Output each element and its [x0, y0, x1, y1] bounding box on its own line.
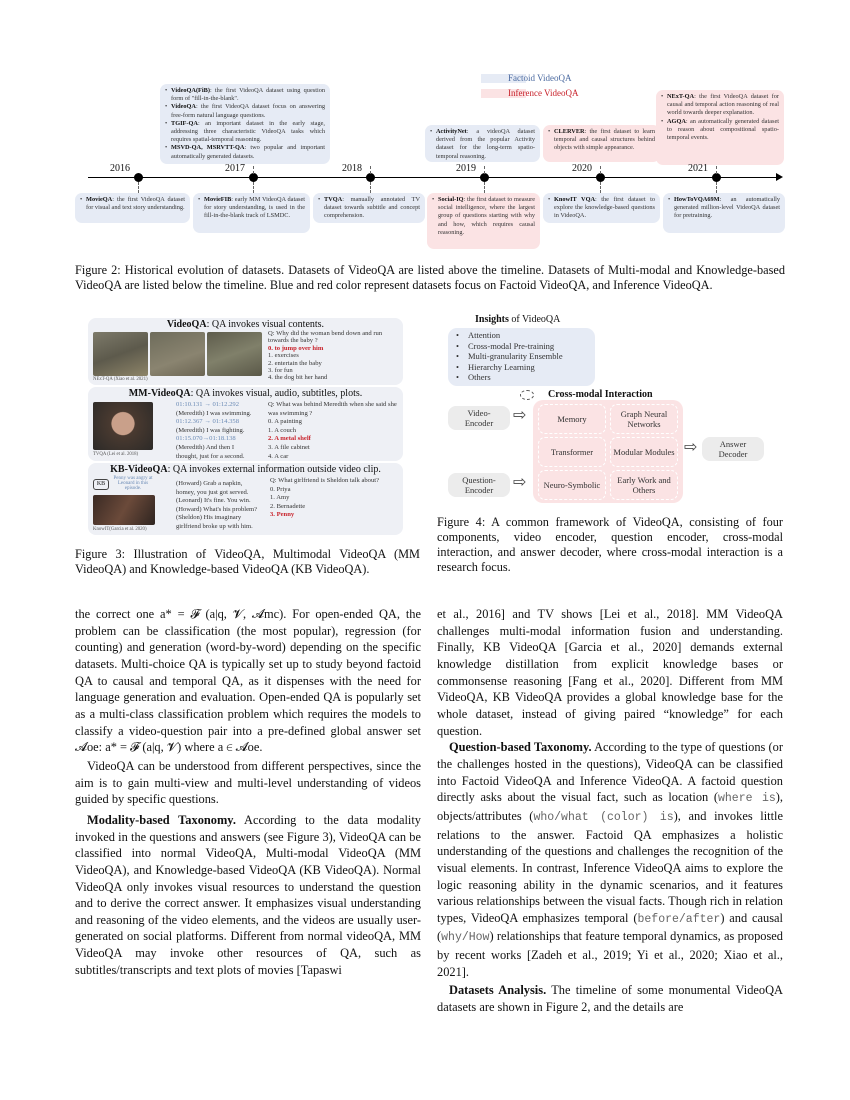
arrow-right-icon: ⇨	[684, 439, 698, 456]
interaction-method: Graph Neural Networks	[610, 404, 678, 434]
videoqa-panel	[88, 318, 403, 385]
timeline-dot	[366, 173, 375, 182]
datasets-2017-box	[160, 84, 330, 164]
dataset-item	[165, 120, 325, 145]
answer-option: 4. A car	[268, 452, 289, 460]
timeline-dot	[480, 173, 489, 182]
year-label: 2017	[225, 163, 245, 174]
dataset-name: VideoQA(FiB)	[171, 87, 210, 94]
kb-videoqa-panel	[88, 463, 403, 535]
dashed-connector	[253, 166, 254, 174]
source-label: KnowIT(Garcia et al. 2020)	[93, 527, 147, 532]
videoqa-qa	[268, 330, 400, 382]
dashed-connector	[138, 182, 139, 193]
dashed-connector	[484, 166, 485, 174]
video-frame-2	[150, 332, 205, 376]
subtitle-line: (Sheldon) His imaginary	[176, 514, 242, 522]
dataset-name: VideoQA	[171, 103, 196, 111]
answer-option: 2. entertain the baby	[268, 359, 322, 367]
insights-title: Insights of VideoQA	[475, 314, 561, 325]
videoqa-panel-title: VideoQA: QA invokes visual contents.	[166, 319, 325, 330]
dataset-item	[661, 93, 779, 118]
subtitle-line: thought, just for a second.	[176, 452, 245, 460]
insight-item: • Others	[456, 372, 491, 383]
paragraph: VideoQA can be understood from different perspectives, since the aim is to gain multi-view and multi-level understanding of videos guided by specific questions.	[75, 758, 421, 807]
paragraph: Datasets Analysis. The timeline of some monumental VideoQA datasets are shown in Figure 2, and the details are	[437, 983, 783, 1015]
paragraph: the correct one a* = 𝓕 (a|q, 𝓥, 𝓐mc). For open-ended QA, the problem can be classification (the most popular), regression (for counting) and generation (word-by-word) depending on the specific datasets. Multi-choice QA is typically set up to study beyond factoid QA to causal and temporal QA, as it dispenses with the need for language generation and evaluation. Open-ended QA is popularly set as a multi-class classification problem which requires the models to classify a video-question pair into a pre-defined global answer set 𝓐oe: a* = 𝓕 (a|q, 𝓥) where a ∈ 𝓐oe.	[75, 607, 421, 755]
activitynet-box: • ActivityNet: a videoQA dataset derived from the popular Activity dataset for the long-term spatio-temporal reasoning.	[425, 125, 540, 162]
knowledge-text: Penny was angry at Leonard in this episode.	[113, 476, 153, 491]
figure-4-caption: Figure 4: A common framework of VideoQA, consisting of four components, video encoder, question encoder, cross-modal interaction, and answer decoder, where cross-modal interaction is a research focus.	[437, 515, 783, 574]
dataset-description: : the first VideoQA dataset for causal and temporal action reasoning of real world towards deeper explanation.	[667, 93, 779, 117]
legend-inference: Inference VideoQA	[508, 88, 579, 98]
bullet-icon: •	[456, 351, 459, 362]
bullet-icon: •	[456, 361, 459, 372]
year-label: 2021	[688, 163, 708, 174]
left-column	[75, 606, 421, 978]
mm-videoqa-panel	[88, 387, 403, 461]
answer-option: 1. Amy	[270, 494, 290, 502]
right-column	[437, 606, 783, 1016]
interaction-method: Neuro-Symbolic	[538, 470, 606, 500]
dataset-name: NExT-QA	[667, 93, 695, 100]
answer-option: 3. A file cabinet	[268, 443, 310, 451]
timeline-axis	[88, 177, 778, 178]
dataset-description: : the first VideoQA dataset focus on answering free-form natural language questions.	[171, 103, 325, 119]
answer-option: 3. for fun	[268, 367, 293, 375]
tvqa-box: • TVQA: manually annotated TV dataset towards subtitle and concept comprehension.	[313, 193, 425, 223]
dataset-name: AGQA	[667, 117, 686, 125]
video-frame-3	[207, 332, 262, 376]
paragraph: Question-based Taxonomy. According to the type of questions (or the challenges hosted in the questions), VideoQA can be classified into Factoid VideoQA and Inference VideoQA. A factoid question directly asks about the visual fact, such as location (where is), objects/attributes (who/what (color) is), and invokes little relations to the answer. Factoid QA emphasizes a holistic understanding of the questions and challenges the recognition of the visual elements. In contrast, Inference VideoQA aims to explore the logic reasoning ability in the dynamic scenarios, and it features various relationships between the visual facts. Though rich in relation types, VideoQA emphasizes temporal (before/after) and causal (why/How) relationships that feature temporal dynamics, as proposed by recent works [Zadeh et al., 2019; Yi et al., 2020; Xiao et al., 2021].	[437, 740, 784, 979]
subtitle-line: homey, you just got served.	[176, 488, 249, 496]
figure-3-caption: Figure 3: Illustration of VideoQA, Multimodal VideoQA (MM VideoQA) and Knowledge-based VideoQA (KB VideoQA).	[75, 547, 420, 576]
subtitle-line: (Howard) What's his problem?	[176, 505, 258, 513]
insight-item: • Attention	[456, 330, 501, 340]
timeline-dot	[249, 173, 258, 182]
socialiq-box: • Social-IQ: the first dataset to measure social intelligence, where the largest group of questions starting with why and how, which requires causal reasoning.	[427, 193, 540, 249]
answer-option: 1. A couch	[268, 426, 297, 434]
clerver-box: • CLERVER: the first dataset to learn temporal and causal structures behind objects with simple appearance.	[543, 125, 660, 162]
subtitle-line: (Leonard) It's fine. You win.	[176, 497, 251, 505]
source-label: NExT-QA (Xiao et al. 2021)	[93, 377, 148, 382]
subtitle-line: 01:10.131 → 01:12.292	[176, 401, 240, 408]
dataset-item	[165, 144, 325, 160]
answer-option: 2. A metal shelf	[268, 435, 311, 443]
question-encoder: Question- Encoder	[448, 473, 510, 497]
timeline-dot	[712, 173, 721, 182]
answer-option: 3. Penny	[270, 511, 295, 519]
dashed-connector	[600, 182, 601, 193]
cross-modal-title: Cross-modal Interaction	[548, 389, 653, 400]
subtitle-line: girlfriend broke up with him.	[176, 522, 253, 530]
dataset-description: : an automatically generated dataset to reason about compositional spatio-temporal events.	[667, 117, 779, 142]
source-label: TVQA (Lei et al. 2018)	[93, 452, 139, 457]
interaction-method: Modular Modules	[610, 437, 678, 467]
legend-factoid: Factoid VideoQA	[508, 73, 572, 83]
bullet-icon: •	[456, 340, 459, 351]
kb-panel-title: KB-VideoQA: QA invokes external information outside video clip.	[110, 464, 381, 475]
dataset-name: TGIF-QA	[171, 119, 198, 127]
dataset-item	[165, 87, 325, 103]
subtitle-line: (Howard) Grab a napkin,	[176, 480, 243, 487]
subtitles	[176, 401, 266, 461]
dashed-connector	[716, 166, 717, 174]
timeline-dot	[134, 173, 143, 182]
dashed-connector	[716, 182, 717, 193]
subtitle-line: 01:15.070→01:18.138	[176, 435, 236, 443]
dashed-connector	[253, 182, 254, 193]
mm-qa	[268, 401, 398, 461]
kb-database-icon: KB	[93, 479, 109, 490]
answer-option: 1. exercises	[268, 352, 299, 360]
subtitles	[176, 480, 268, 532]
answer-decoder: Answer Decoder	[702, 437, 764, 461]
year-label: 2018	[342, 163, 362, 174]
video-encoder: Video- Encoder	[448, 406, 510, 430]
knowit-box: • KnowIT VQA: the first dataset to explore the knowledge-based questions in VideoQA.	[543, 193, 660, 223]
year-label: 2019	[456, 163, 476, 174]
question: Q: What girlfriend is Sheldon talk about?	[270, 477, 380, 484]
subtitle-line: (Meredith) And then I	[176, 443, 235, 451]
figure-2-caption: Figure 2: Historical evolution of datasets. Datasets of VideoQA are listed above the timeline. Datasets of Multi-modal and Knowledge-based VideoQA are listed below the timeline. Blue and red color represent datasets focus on Factoid VideoQA, and Inference VideoQA.	[75, 263, 785, 292]
answer-option: 0. A painting	[268, 418, 302, 426]
dashed-connector	[370, 182, 371, 193]
knowit-frame	[93, 495, 155, 525]
bullet-icon: •	[456, 330, 459, 340]
mm-panel-title: MM-VideoQA: QA invokes visual, audio, subtitles, plots.	[128, 388, 363, 399]
subtitle-line: (Meredith) I was swimming.	[176, 409, 252, 417]
dashed-connector	[484, 182, 485, 193]
insight-item: • Cross-modal Pre-training	[456, 340, 555, 351]
arrow-right-icon: ⇨	[513, 407, 527, 424]
year-label: 2020	[572, 163, 592, 174]
paragraph: et al., 2016] and TV shows [Lei et al., 2018]. MM VideoQA challenges multi-modal information fusion and understanding. Finally, KB VideoQA [Garcia et al., 2020] demands external knowledge distillation from explicit knowledge bases or commonsense reasoning [Fang et al., 2020]. Different from MM VideoQA, KB VideoQA provides a global knowledge base for the whole dataset, instead of giving paired “knowledge” for each question.	[437, 607, 783, 738]
interaction-method: Early Work and Others	[610, 470, 678, 500]
bullet-icon: •	[456, 372, 459, 383]
dataset-item	[165, 103, 325, 119]
dataset-description: : two popular and important automatically generated datasets.	[171, 144, 325, 160]
datasets-2021-box	[656, 90, 784, 165]
answer-option: 4. the dog bit her hand	[268, 374, 328, 382]
kb-qa	[270, 477, 398, 520]
interaction-method: Memory	[538, 404, 606, 434]
moviefib-box: • MovieFIB: early MM VideoQA dataset for story understanding, is used in the fill-in-the-blank track of LSMDC.	[193, 193, 310, 233]
arrow-right-icon: ⇨	[513, 474, 527, 491]
timeline-dot	[596, 173, 605, 182]
insights-box	[448, 328, 595, 386]
thought-cloud-icon	[520, 390, 534, 400]
subtitle-line: (Meredith) I was fighting.	[176, 426, 245, 434]
question: Q: Why did the woman bend down and run towards the baby ?	[268, 330, 383, 345]
dataset-description: : the first VideoQA dataset using question form of "fill-in-the-blank".	[171, 87, 325, 103]
subtitle-line: 01:12.367 → 01:14.358	[176, 418, 240, 426]
dataset-description: : an important dataset in the early stage, addressing three characteristic VideoQA tasks which requires spatial-temporal reasoning.	[171, 119, 325, 144]
movieqa-box: • MovieQA: the first VideoQA dataset for visual and text story understanding.	[75, 193, 190, 223]
dashed-connector	[600, 166, 601, 174]
video-frame-1	[93, 332, 148, 376]
question: Q: What was behind Meredith when she said she was swimming ?	[268, 401, 397, 417]
dataset-name: MSVD-QA, MSRVTT-QA	[171, 144, 245, 152]
answer-option: 2. Bernadette	[270, 502, 306, 510]
howto-box: • HowToVQA69M: an automatically generated million-level VideoQA dataset for pretraining.	[663, 193, 785, 233]
timeline-arrow-icon	[776, 173, 783, 181]
insight-item: • Hierarchy Learning	[456, 361, 535, 372]
answer-option: 0. to jump over him	[268, 344, 324, 352]
tvqa-frame	[93, 402, 153, 450]
answer-option: 0. Priya	[270, 485, 291, 493]
insight-item: • Multi-granularity Ensemble	[456, 351, 563, 362]
dataset-item	[661, 118, 779, 143]
interaction-method: Transformer	[538, 437, 606, 467]
dashed-connector	[370, 166, 371, 174]
year-label: 2016	[110, 163, 130, 174]
paragraph: Modality-based Taxonomy. According to the data modality invoked in the questions and answers (see Figure 3), VideoQA can be classified into normal VideoQA, Multi-modal VideoQA (MM VideoQA), and Knowledge-based VideoQA (KB VideoQA). Normal VideoQA only invokes visual resources to understand the question and to derive the correct answer. It emphasizes visual understanding and reasoning of the video elements, and the videos are usually user-generated on social platforms. Different from normal videoQA, MM VideoQA may invoke other resources of QA, such as subtitles/transcripts and text plots of movies [Tapaswi	[75, 812, 421, 977]
